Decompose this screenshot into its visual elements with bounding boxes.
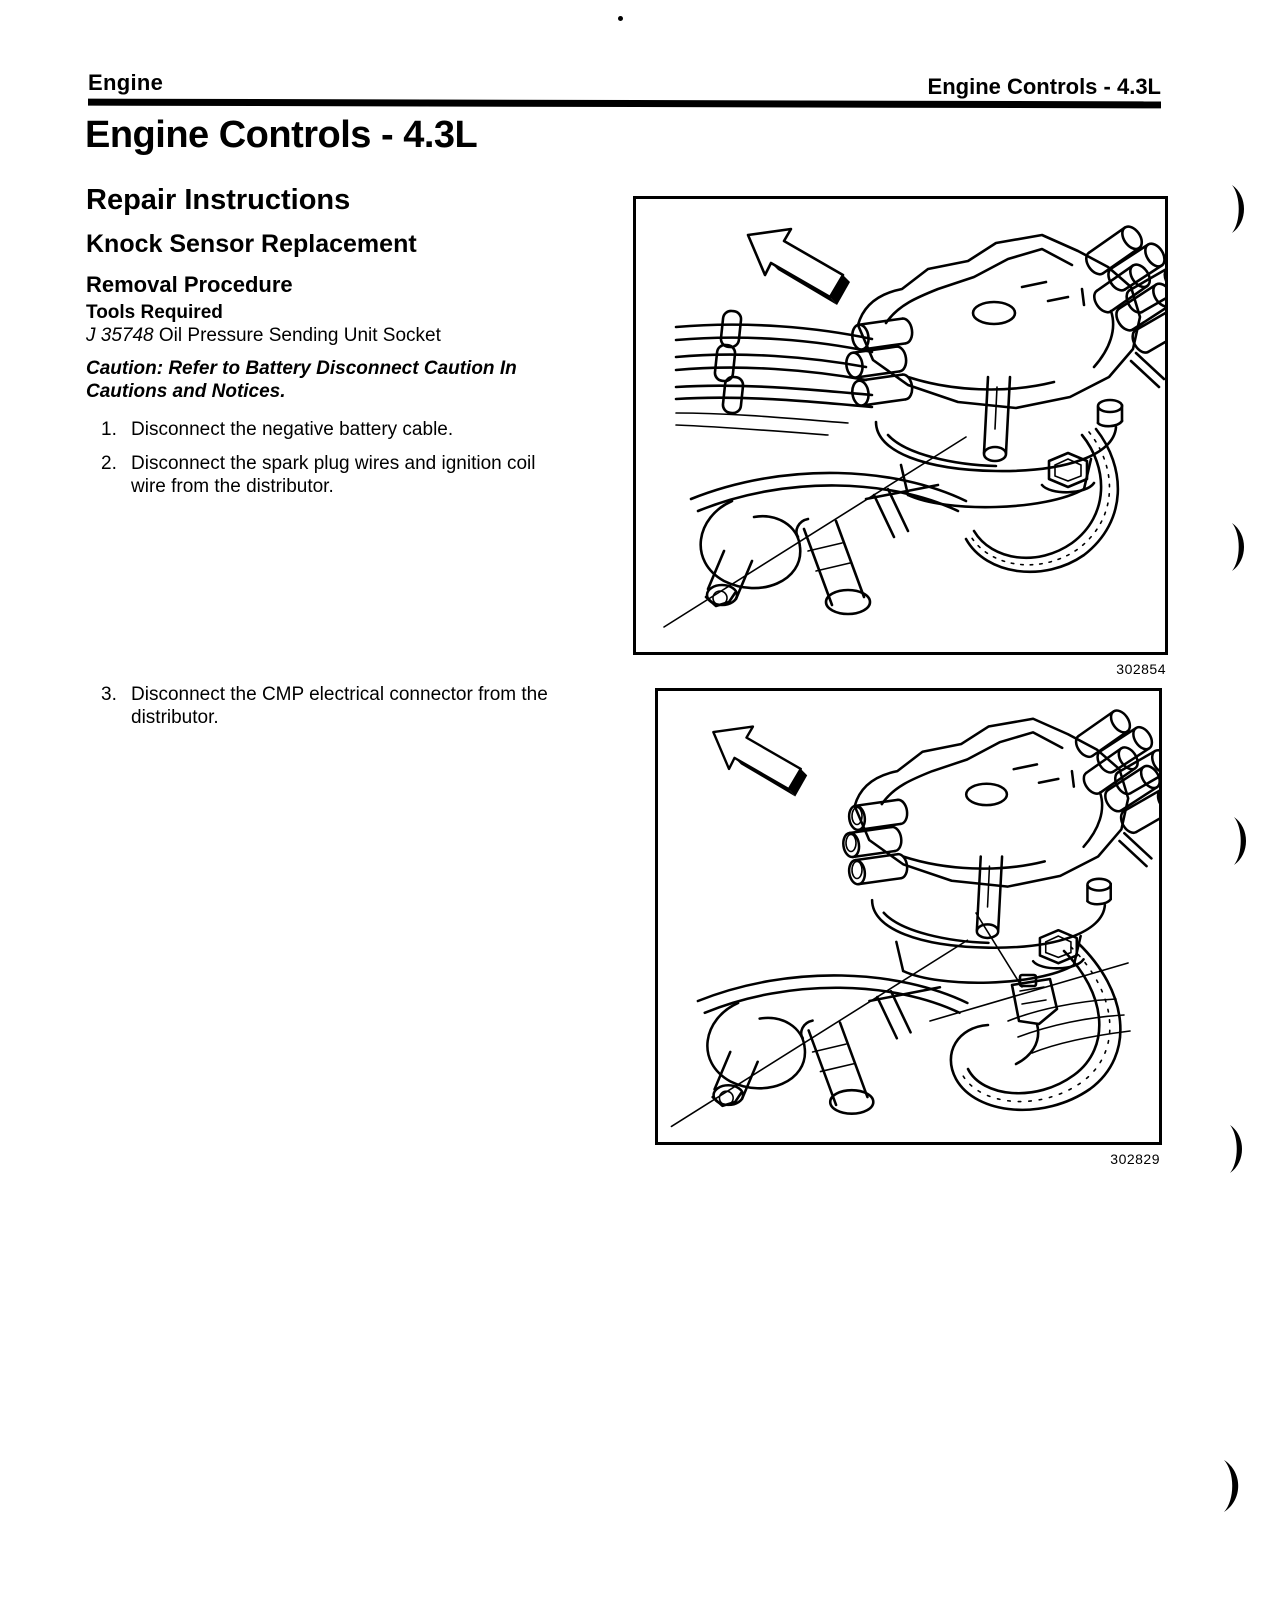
step-list bbox=[101, 418, 571, 509]
tools-required-label: Tools Required bbox=[86, 302, 223, 323]
header-rule bbox=[88, 99, 1161, 109]
step-number: 3. bbox=[101, 684, 117, 705]
tool-line bbox=[86, 325, 441, 347]
figure-number: 302829 bbox=[1110, 1151, 1160, 1167]
subsection-heading: Knock Sensor Replacement bbox=[86, 230, 417, 258]
step-item-3 bbox=[101, 683, 571, 729]
binding-mark bbox=[1230, 183, 1254, 235]
caution-text: Caution: Refer to Battery Disconnect Caution In Cautions and Notices. bbox=[86, 358, 517, 402]
figure-distributor-wires bbox=[633, 196, 1168, 655]
step-text: Disconnect the negative battery cable. bbox=[131, 419, 454, 440]
step-number: 1. bbox=[101, 419, 117, 440]
section-heading: Repair Instructions bbox=[86, 184, 351, 216]
figure-distributor-cmp bbox=[655, 688, 1162, 1145]
step-text: Disconnect the CMP electrical connector from the distributor. bbox=[131, 684, 548, 728]
distributor-illustration-1 bbox=[636, 199, 1165, 652]
running-header-left: Engine bbox=[88, 70, 164, 95]
step-number: 2. bbox=[101, 453, 117, 474]
step-list-continued bbox=[101, 683, 571, 740]
step-text: Disconnect the spark plug wires and ignition coil wire from the distributor. bbox=[131, 453, 536, 497]
procedure-heading: Removal Procedure bbox=[86, 272, 293, 297]
step-item-2 bbox=[101, 452, 571, 498]
binding-mark bbox=[1230, 521, 1254, 573]
running-header-right: Engine Controls - 4.3L bbox=[927, 74, 1161, 99]
binding-mark bbox=[1232, 815, 1256, 867]
binding-mark bbox=[1222, 1458, 1250, 1514]
tool-name: Oil Pressure Sending Unit Socket bbox=[158, 325, 441, 346]
step-item-1 bbox=[101, 418, 571, 441]
page-title: Engine Controls - 4.3L bbox=[85, 114, 478, 156]
tool-code: J 35748 bbox=[86, 325, 154, 346]
scan-dot bbox=[618, 16, 623, 21]
distributor-illustration-2 bbox=[658, 691, 1159, 1142]
binding-mark bbox=[1228, 1123, 1252, 1175]
figure-number: 302854 bbox=[1116, 661, 1166, 677]
